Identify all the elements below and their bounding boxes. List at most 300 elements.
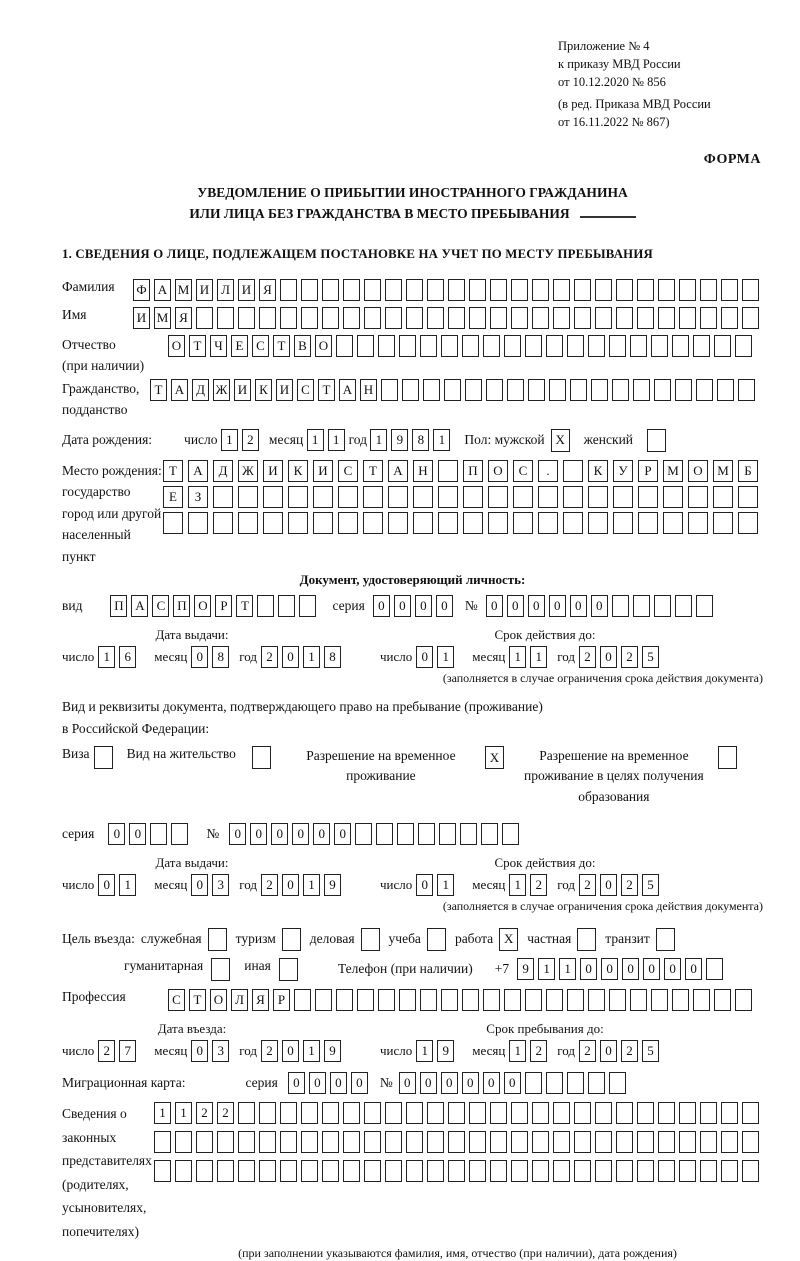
char-cell[interactable]: 0 bbox=[622, 958, 639, 980]
char-cell[interactable] bbox=[406, 307, 423, 329]
char-cell[interactable] bbox=[427, 1131, 444, 1153]
char-cell[interactable] bbox=[355, 823, 372, 845]
char-cell[interactable]: Р bbox=[215, 595, 232, 617]
char-cell[interactable] bbox=[612, 595, 629, 617]
char-cell[interactable] bbox=[363, 512, 383, 534]
char-cell[interactable] bbox=[717, 379, 734, 401]
char-cell[interactable] bbox=[469, 279, 486, 301]
char-cell[interactable] bbox=[322, 279, 339, 301]
char-cell[interactable] bbox=[613, 512, 633, 534]
char-cell[interactable] bbox=[672, 335, 689, 357]
char-cell[interactable] bbox=[238, 1160, 255, 1182]
char-cell[interactable] bbox=[280, 1131, 297, 1153]
char-cell[interactable] bbox=[469, 1160, 486, 1182]
char-cell[interactable] bbox=[525, 335, 542, 357]
char-cell[interactable] bbox=[406, 1131, 423, 1153]
char-cell[interactable] bbox=[259, 1131, 276, 1153]
char-cell[interactable]: 0 bbox=[600, 1040, 617, 1062]
char-cell[interactable] bbox=[427, 1102, 444, 1124]
char-cell[interactable]: И bbox=[313, 460, 333, 482]
char-cell[interactable] bbox=[738, 486, 758, 508]
char-cell[interactable]: 0 bbox=[483, 1072, 500, 1094]
char-cell[interactable] bbox=[700, 1160, 717, 1182]
char-cell[interactable] bbox=[438, 460, 458, 482]
char-cell[interactable]: Л bbox=[217, 279, 234, 301]
char-cell[interactable] bbox=[525, 989, 542, 1011]
char-cell[interactable] bbox=[567, 335, 584, 357]
char-cell[interactable]: 1 bbox=[303, 874, 320, 896]
char-cell[interactable] bbox=[588, 1072, 605, 1094]
checkbox-transit[interactable] bbox=[656, 928, 675, 951]
char-cell[interactable] bbox=[693, 989, 710, 1011]
char-cell[interactable]: А bbox=[388, 460, 408, 482]
char-cell[interactable]: 0 bbox=[664, 958, 681, 980]
char-cell[interactable]: 0 bbox=[399, 1072, 416, 1094]
char-cell[interactable] bbox=[427, 1160, 444, 1182]
char-cell[interactable]: М bbox=[663, 460, 683, 482]
char-cell[interactable]: Т bbox=[150, 379, 167, 401]
char-cell[interactable] bbox=[616, 1131, 633, 1153]
checkbox-other[interactable] bbox=[279, 958, 298, 981]
char-cell[interactable] bbox=[488, 512, 508, 534]
char-cell[interactable] bbox=[532, 279, 549, 301]
char-cell[interactable] bbox=[693, 335, 710, 357]
char-cell[interactable] bbox=[738, 379, 755, 401]
char-cell[interactable]: П bbox=[463, 460, 483, 482]
char-cell[interactable] bbox=[301, 1160, 318, 1182]
char-cell[interactable] bbox=[511, 1160, 528, 1182]
char-cell[interactable] bbox=[154, 1131, 171, 1153]
char-cell[interactable] bbox=[259, 1160, 276, 1182]
char-cell[interactable] bbox=[462, 335, 479, 357]
char-cell[interactable]: 1 bbox=[530, 646, 547, 668]
checkbox-visa[interactable] bbox=[94, 746, 113, 769]
char-cell[interactable]: Е bbox=[231, 335, 248, 357]
char-cell[interactable] bbox=[538, 512, 558, 534]
char-cell[interactable] bbox=[574, 307, 591, 329]
char-cell[interactable]: 0 bbox=[98, 874, 115, 896]
char-cell[interactable] bbox=[238, 1131, 255, 1153]
char-cell[interactable] bbox=[217, 1131, 234, 1153]
checkbox-study[interactable] bbox=[427, 928, 446, 951]
char-cell[interactable] bbox=[188, 512, 208, 534]
char-cell[interactable] bbox=[735, 989, 752, 1011]
checkbox-temp-residence[interactable]: X bbox=[485, 746, 504, 769]
char-cell[interactable] bbox=[363, 486, 383, 508]
char-cell[interactable]: 2 bbox=[261, 646, 278, 668]
char-cell[interactable] bbox=[553, 1102, 570, 1124]
char-cell[interactable] bbox=[301, 307, 318, 329]
char-cell[interactable]: 0 bbox=[416, 646, 433, 668]
char-cell[interactable] bbox=[483, 335, 500, 357]
char-cell[interactable] bbox=[465, 379, 482, 401]
char-cell[interactable]: 2 bbox=[621, 646, 638, 668]
char-cell[interactable]: 1 bbox=[509, 1040, 526, 1062]
char-cell[interactable] bbox=[553, 1131, 570, 1153]
char-cell[interactable] bbox=[513, 486, 533, 508]
char-cell[interactable]: 2 bbox=[579, 874, 596, 896]
char-cell[interactable]: 0 bbox=[271, 823, 288, 845]
char-cell[interactable]: 0 bbox=[549, 595, 566, 617]
char-cell[interactable]: Р bbox=[638, 460, 658, 482]
char-cell[interactable]: 1 bbox=[303, 1040, 320, 1062]
char-cell[interactable]: 9 bbox=[437, 1040, 454, 1062]
char-cell[interactable]: 1 bbox=[416, 1040, 433, 1062]
char-cell[interactable] bbox=[217, 307, 234, 329]
char-cell[interactable] bbox=[675, 595, 692, 617]
char-cell[interactable] bbox=[343, 279, 360, 301]
char-cell[interactable] bbox=[294, 989, 311, 1011]
char-cell[interactable]: С bbox=[338, 460, 358, 482]
char-cell[interactable] bbox=[654, 595, 671, 617]
char-cell[interactable] bbox=[385, 1131, 402, 1153]
char-cell[interactable] bbox=[504, 335, 521, 357]
char-cell[interactable] bbox=[742, 279, 759, 301]
char-cell[interactable]: 0 bbox=[282, 1040, 299, 1062]
char-cell[interactable]: Н bbox=[360, 379, 377, 401]
char-cell[interactable]: 0 bbox=[191, 646, 208, 668]
char-cell[interactable] bbox=[490, 1102, 507, 1124]
char-cell[interactable] bbox=[637, 307, 654, 329]
char-cell[interactable] bbox=[511, 279, 528, 301]
char-cell[interactable]: 9 bbox=[517, 958, 534, 980]
char-cell[interactable] bbox=[175, 1131, 192, 1153]
char-cell[interactable]: 0 bbox=[313, 823, 330, 845]
char-cell[interactable]: А bbox=[188, 460, 208, 482]
char-cell[interactable] bbox=[448, 1160, 465, 1182]
char-cell[interactable]: 0 bbox=[394, 595, 411, 617]
char-cell[interactable]: 1 bbox=[437, 646, 454, 668]
char-cell[interactable] bbox=[322, 1102, 339, 1124]
char-cell[interactable] bbox=[738, 512, 758, 534]
char-cell[interactable]: 2 bbox=[261, 1040, 278, 1062]
char-cell[interactable]: 0 bbox=[229, 823, 246, 845]
char-cell[interactable]: Е bbox=[163, 486, 183, 508]
char-cell[interactable]: 5 bbox=[642, 1040, 659, 1062]
char-cell[interactable] bbox=[663, 486, 683, 508]
char-cell[interactable]: 2 bbox=[530, 1040, 547, 1062]
char-cell[interactable]: 0 bbox=[528, 595, 545, 617]
char-cell[interactable]: 0 bbox=[600, 874, 617, 896]
char-cell[interactable] bbox=[338, 512, 358, 534]
char-cell[interactable]: 5 bbox=[642, 874, 659, 896]
char-cell[interactable] bbox=[376, 823, 393, 845]
char-cell[interactable] bbox=[574, 279, 591, 301]
char-cell[interactable] bbox=[721, 1131, 738, 1153]
char-cell[interactable] bbox=[238, 486, 258, 508]
char-cell[interactable] bbox=[742, 1131, 759, 1153]
char-cell[interactable] bbox=[469, 1131, 486, 1153]
checkbox-work[interactable]: X bbox=[499, 928, 518, 951]
char-cell[interactable] bbox=[504, 989, 521, 1011]
char-cell[interactable]: 0 bbox=[601, 958, 618, 980]
char-cell[interactable] bbox=[528, 379, 545, 401]
char-cell[interactable]: 1 bbox=[119, 874, 136, 896]
char-cell[interactable] bbox=[448, 307, 465, 329]
char-cell[interactable]: 0 bbox=[507, 595, 524, 617]
char-cell[interactable] bbox=[280, 1160, 297, 1182]
char-cell[interactable]: И bbox=[133, 307, 150, 329]
char-cell[interactable] bbox=[427, 279, 444, 301]
char-cell[interactable]: 0 bbox=[591, 595, 608, 617]
char-cell[interactable] bbox=[588, 335, 605, 357]
char-cell[interactable] bbox=[490, 279, 507, 301]
char-cell[interactable]: 2 bbox=[621, 874, 638, 896]
char-cell[interactable] bbox=[364, 307, 381, 329]
char-cell[interactable] bbox=[413, 512, 433, 534]
char-cell[interactable]: К bbox=[588, 460, 608, 482]
char-cell[interactable] bbox=[637, 1131, 654, 1153]
char-cell[interactable]: С bbox=[168, 989, 185, 1011]
char-cell[interactable] bbox=[588, 512, 608, 534]
char-cell[interactable] bbox=[357, 335, 374, 357]
char-cell[interactable] bbox=[343, 1160, 360, 1182]
char-cell[interactable] bbox=[588, 989, 605, 1011]
char-cell[interactable]: 0 bbox=[129, 823, 146, 845]
char-cell[interactable]: 0 bbox=[600, 646, 617, 668]
char-cell[interactable]: Т bbox=[189, 989, 206, 1011]
char-cell[interactable] bbox=[486, 379, 503, 401]
char-cell[interactable] bbox=[742, 1102, 759, 1124]
char-cell[interactable] bbox=[591, 379, 608, 401]
char-cell[interactable] bbox=[444, 379, 461, 401]
char-cell[interactable]: Л bbox=[231, 989, 248, 1011]
char-cell[interactable]: Т bbox=[189, 335, 206, 357]
char-cell[interactable] bbox=[721, 1160, 738, 1182]
char-cell[interactable] bbox=[502, 823, 519, 845]
char-cell[interactable] bbox=[595, 279, 612, 301]
char-cell[interactable] bbox=[196, 1131, 213, 1153]
char-cell[interactable] bbox=[532, 1102, 549, 1124]
char-cell[interactable] bbox=[612, 379, 629, 401]
char-cell[interactable]: 2 bbox=[261, 874, 278, 896]
char-cell[interactable]: А bbox=[171, 379, 188, 401]
char-cell[interactable] bbox=[399, 989, 416, 1011]
char-cell[interactable] bbox=[238, 307, 255, 329]
char-cell[interactable]: 0 bbox=[643, 958, 660, 980]
char-cell[interactable]: Б bbox=[738, 460, 758, 482]
char-cell[interactable] bbox=[399, 335, 416, 357]
char-cell[interactable] bbox=[672, 989, 689, 1011]
char-cell[interactable]: Я bbox=[252, 989, 269, 1011]
char-cell[interactable] bbox=[679, 307, 696, 329]
char-cell[interactable]: 0 bbox=[250, 823, 267, 845]
char-cell[interactable]: Ж bbox=[238, 460, 258, 482]
char-cell[interactable] bbox=[259, 1102, 276, 1124]
char-cell[interactable]: 1 bbox=[370, 429, 387, 451]
char-cell[interactable] bbox=[638, 486, 658, 508]
char-cell[interactable]: Т bbox=[318, 379, 335, 401]
char-cell[interactable] bbox=[420, 335, 437, 357]
char-cell[interactable]: 2 bbox=[579, 1040, 596, 1062]
char-cell[interactable] bbox=[357, 989, 374, 1011]
char-cell[interactable] bbox=[364, 1160, 381, 1182]
checkbox-business[interactable] bbox=[361, 928, 380, 951]
char-cell[interactable] bbox=[343, 1102, 360, 1124]
char-cell[interactable]: 1 bbox=[221, 429, 238, 451]
char-cell[interactable] bbox=[388, 512, 408, 534]
char-cell[interactable]: 2 bbox=[242, 429, 259, 451]
char-cell[interactable]: 2 bbox=[196, 1102, 213, 1124]
char-cell[interactable]: 8 bbox=[412, 429, 429, 451]
char-cell[interactable] bbox=[588, 486, 608, 508]
char-cell[interactable]: И bbox=[196, 279, 213, 301]
char-cell[interactable] bbox=[700, 279, 717, 301]
char-cell[interactable] bbox=[638, 512, 658, 534]
char-cell[interactable] bbox=[525, 1072, 542, 1094]
char-cell[interactable] bbox=[637, 279, 654, 301]
char-cell[interactable]: Ж bbox=[213, 379, 230, 401]
char-cell[interactable]: К bbox=[255, 379, 272, 401]
char-cell[interactable] bbox=[679, 1102, 696, 1124]
char-cell[interactable] bbox=[313, 512, 333, 534]
char-cell[interactable]: Я bbox=[175, 307, 192, 329]
char-cell[interactable]: 1 bbox=[509, 646, 526, 668]
char-cell[interactable]: . bbox=[538, 460, 558, 482]
char-cell[interactable] bbox=[511, 1131, 528, 1153]
checkbox-humanitarian[interactable] bbox=[211, 958, 230, 981]
char-cell[interactable] bbox=[299, 595, 316, 617]
char-cell[interactable] bbox=[633, 595, 650, 617]
char-cell[interactable]: 3 bbox=[212, 1040, 229, 1062]
char-cell[interactable]: С bbox=[152, 595, 169, 617]
char-cell[interactable] bbox=[658, 307, 675, 329]
char-cell[interactable]: 2 bbox=[621, 1040, 638, 1062]
char-cell[interactable] bbox=[238, 512, 258, 534]
char-cell[interactable] bbox=[742, 307, 759, 329]
char-cell[interactable] bbox=[448, 1102, 465, 1124]
char-cell[interactable] bbox=[549, 379, 566, 401]
char-cell[interactable] bbox=[532, 307, 549, 329]
char-cell[interactable]: 0 bbox=[309, 1072, 326, 1094]
char-cell[interactable] bbox=[507, 379, 524, 401]
char-cell[interactable] bbox=[688, 486, 708, 508]
char-cell[interactable]: А bbox=[131, 595, 148, 617]
char-cell[interactable] bbox=[196, 1160, 213, 1182]
char-cell[interactable] bbox=[257, 595, 274, 617]
char-cell[interactable]: 0 bbox=[330, 1072, 347, 1094]
char-cell[interactable] bbox=[413, 486, 433, 508]
char-cell[interactable]: 1 bbox=[303, 646, 320, 668]
char-cell[interactable] bbox=[196, 307, 213, 329]
char-cell[interactable] bbox=[511, 307, 528, 329]
char-cell[interactable]: 2 bbox=[217, 1102, 234, 1124]
char-cell[interactable] bbox=[338, 486, 358, 508]
char-cell[interactable]: О bbox=[210, 989, 227, 1011]
char-cell[interactable]: 2 bbox=[579, 646, 596, 668]
char-cell[interactable]: А bbox=[339, 379, 356, 401]
char-cell[interactable]: 1 bbox=[538, 958, 555, 980]
char-cell[interactable] bbox=[511, 1102, 528, 1124]
checkbox-official[interactable] bbox=[208, 928, 227, 951]
char-cell[interactable] bbox=[364, 1131, 381, 1153]
checkbox-private[interactable] bbox=[577, 928, 596, 951]
char-cell[interactable]: У bbox=[613, 460, 633, 482]
char-cell[interactable] bbox=[259, 307, 276, 329]
char-cell[interactable]: О bbox=[688, 460, 708, 482]
char-cell[interactable]: А bbox=[154, 279, 171, 301]
char-cell[interactable] bbox=[427, 307, 444, 329]
char-cell[interactable] bbox=[532, 1131, 549, 1153]
char-cell[interactable]: 0 bbox=[373, 595, 390, 617]
char-cell[interactable] bbox=[402, 379, 419, 401]
char-cell[interactable] bbox=[278, 595, 295, 617]
char-cell[interactable] bbox=[595, 1131, 612, 1153]
char-cell[interactable] bbox=[742, 1160, 759, 1182]
char-cell[interactable] bbox=[315, 989, 332, 1011]
char-cell[interactable] bbox=[238, 1102, 255, 1124]
char-cell[interactable]: 1 bbox=[559, 958, 576, 980]
char-cell[interactable] bbox=[397, 823, 414, 845]
char-cell[interactable]: В bbox=[294, 335, 311, 357]
char-cell[interactable]: 0 bbox=[282, 874, 299, 896]
char-cell[interactable] bbox=[713, 486, 733, 508]
char-cell[interactable]: 9 bbox=[391, 429, 408, 451]
char-cell[interactable] bbox=[609, 335, 626, 357]
char-cell[interactable] bbox=[651, 989, 668, 1011]
char-cell[interactable]: 0 bbox=[415, 595, 432, 617]
checkbox-residence-permit[interactable] bbox=[252, 746, 271, 769]
char-cell[interactable]: 3 bbox=[212, 874, 229, 896]
char-cell[interactable] bbox=[469, 1102, 486, 1124]
char-cell[interactable] bbox=[343, 1131, 360, 1153]
char-cell[interactable]: 0 bbox=[351, 1072, 368, 1094]
char-cell[interactable] bbox=[322, 1160, 339, 1182]
char-cell[interactable] bbox=[563, 460, 583, 482]
char-cell[interactable] bbox=[658, 1131, 675, 1153]
char-cell[interactable] bbox=[567, 1072, 584, 1094]
char-cell[interactable] bbox=[213, 512, 233, 534]
char-cell[interactable] bbox=[714, 335, 731, 357]
char-cell[interactable]: 2 bbox=[98, 1040, 115, 1062]
char-cell[interactable] bbox=[616, 279, 633, 301]
char-cell[interactable]: 8 bbox=[324, 646, 341, 668]
char-cell[interactable] bbox=[313, 486, 333, 508]
char-cell[interactable]: Т bbox=[163, 460, 183, 482]
char-cell[interactable]: Н bbox=[413, 460, 433, 482]
char-cell[interactable] bbox=[322, 307, 339, 329]
char-cell[interactable] bbox=[448, 279, 465, 301]
char-cell[interactable] bbox=[706, 958, 723, 980]
char-cell[interactable]: Ч bbox=[210, 335, 227, 357]
char-cell[interactable] bbox=[658, 1102, 675, 1124]
char-cell[interactable]: 0 bbox=[191, 1040, 208, 1062]
char-cell[interactable] bbox=[609, 1072, 626, 1094]
char-cell[interactable]: 0 bbox=[685, 958, 702, 980]
char-cell[interactable] bbox=[490, 1131, 507, 1153]
char-cell[interactable] bbox=[490, 1160, 507, 1182]
char-cell[interactable] bbox=[700, 307, 717, 329]
char-cell[interactable]: С bbox=[297, 379, 314, 401]
checkbox-tourism[interactable] bbox=[282, 928, 301, 951]
char-cell[interactable] bbox=[364, 279, 381, 301]
char-cell[interactable]: 0 bbox=[191, 874, 208, 896]
char-cell[interactable]: К bbox=[288, 460, 308, 482]
char-cell[interactable]: 0 bbox=[486, 595, 503, 617]
char-cell[interactable] bbox=[546, 1072, 563, 1094]
char-cell[interactable] bbox=[378, 335, 395, 357]
char-cell[interactable] bbox=[574, 1102, 591, 1124]
char-cell[interactable] bbox=[388, 486, 408, 508]
char-cell[interactable] bbox=[721, 307, 738, 329]
char-cell[interactable] bbox=[721, 1102, 738, 1124]
char-cell[interactable]: О bbox=[315, 335, 332, 357]
char-cell[interactable] bbox=[175, 1160, 192, 1182]
char-cell[interactable] bbox=[679, 1131, 696, 1153]
char-cell[interactable] bbox=[263, 512, 283, 534]
char-cell[interactable]: 0 bbox=[580, 958, 597, 980]
char-cell[interactable] bbox=[574, 1160, 591, 1182]
